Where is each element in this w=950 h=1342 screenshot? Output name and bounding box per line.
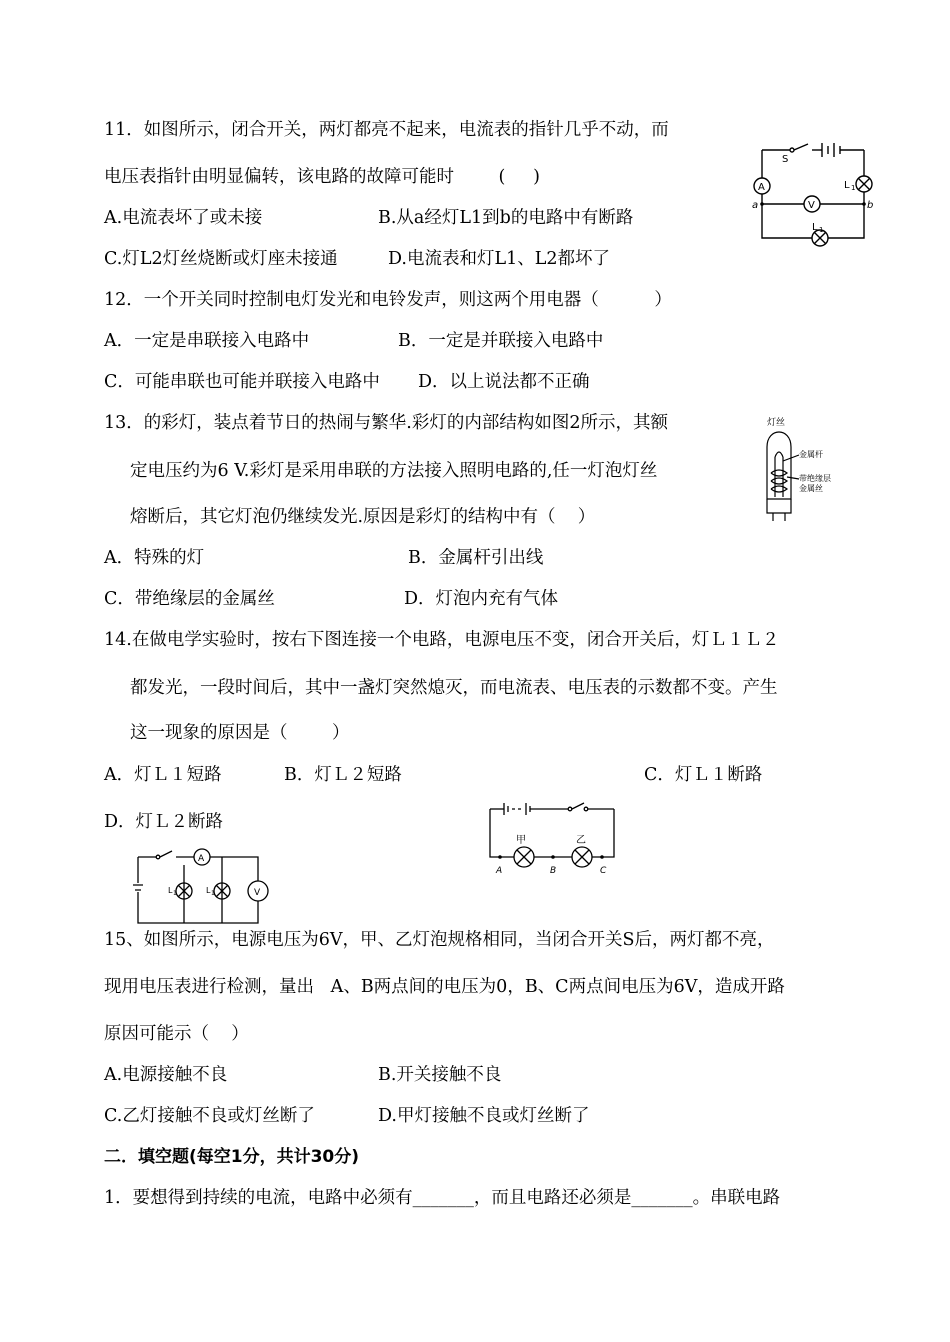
q13-stem-line3: 熔断后，其它灯泡仍继续发光.原因是彩灯的结构中有（ ） xyxy=(130,507,596,527)
q15-stem-line1: 15、如图所示，电源电压为6V，甲、乙灯泡规格相同，当闭合开关S后，两灯都不亮， xyxy=(104,930,775,950)
q11-stem-line1: 11．如图所示，闭合开关，两灯都亮不起来，电流表的指针几乎不动，而 xyxy=(104,120,669,140)
q13-fig-insulation-label-1: 带绝缘层 xyxy=(799,474,831,483)
q14-circuit-figure xyxy=(132,847,272,927)
q13-stem-line2: 定电压约为6 V.彩灯是采用串联的方法接入照明电路的,任一灯泡灯丝 xyxy=(130,461,658,481)
section2-title: 二．填空题(每空1分，共计30分) xyxy=(104,1147,360,1167)
q14-fig-ammeter-label: A xyxy=(198,854,205,864)
q13-option-b: B．金属杆引出线 xyxy=(408,548,544,568)
q11-option-c: C.灯L2灯丝烧断或灯座未接通 xyxy=(104,249,338,269)
q14-option-c: C．灯Ｌ１断路 xyxy=(644,765,763,785)
q14-fig-l1-label: L xyxy=(168,886,173,895)
q11-fig-switch-label: S xyxy=(782,154,789,165)
q11-fig-l2-label: L xyxy=(812,222,818,233)
q14-fig-l2-label: L xyxy=(206,886,211,895)
q11-fig-ammeter-label: A xyxy=(758,182,765,193)
q14-stem-line2: 都发光，一段时间后，其中一盏灯突然熄灭，而电流表、电压表的示数都不变。产生 xyxy=(130,678,778,698)
q15-fig-point-a: A xyxy=(496,866,503,876)
q13-fig-filament-label: 灯丝 xyxy=(767,418,786,428)
q11-fig-voltmeter-label: V xyxy=(808,200,815,211)
q11-fig-point-a: a xyxy=(752,200,759,211)
q15-stem-line2: 现用电压表进行检测，量出 A、B两点间的电压为0，B、C两点间电压为6V，造成开路 xyxy=(104,977,785,997)
q14-stem-line1: 14.在做电学实验时，按右下图连接一个电路，电源电压不变，闭合开关后，灯Ｌ１Ｌ２ xyxy=(104,630,780,650)
q15-fig-point-c: C xyxy=(600,866,607,876)
q15-option-a: A.电源接触不良 xyxy=(104,1065,228,1085)
q13-option-d: D．灯泡内充有气体 xyxy=(404,589,559,609)
q11-option-a: A.电流表坏了或未接 xyxy=(104,208,263,228)
q12-option-c: C．可能串联也可能并联接入电路中 xyxy=(104,372,380,392)
q13-bulb-figure xyxy=(755,417,835,522)
q15-option-b: B.开关接触不良 xyxy=(378,1065,502,1085)
q13-stem-line1: 13．的彩灯，装点着节日的热闹与繁华.彩灯的内部结构如图2所示，其额 xyxy=(104,413,668,433)
q15-circuit-figure xyxy=(488,797,618,877)
q14-option-d: D．灯Ｌ２断路 xyxy=(104,812,224,832)
q13-fig-rod-label: 金属杆 xyxy=(799,450,823,459)
q12-option-d: D．以上说法都不正确 xyxy=(418,372,590,392)
q11-fig-l2-sub: 1 xyxy=(819,226,824,234)
q14-fig-l1-sub: 1 xyxy=(173,890,177,897)
q13-fig-insulation-label-2: 金属丝 xyxy=(799,484,823,493)
q15-option-c: C.乙灯接触不良或灯丝断了 xyxy=(104,1106,315,1126)
q14-fig-l2-sub: 1 xyxy=(211,890,215,897)
q12-option-a: A．一定是串联接入电路中 xyxy=(104,331,310,351)
q11-option-b: B.从a经灯L1到b的电路中有断路 xyxy=(378,208,634,228)
q15-fig-lamp-yi-label: 乙 xyxy=(576,835,586,846)
q14-option-b: B．灯Ｌ２短路 xyxy=(284,765,402,785)
q11-fig-l1-label: L xyxy=(844,180,850,191)
q14-option-a: A．灯Ｌ１短路 xyxy=(104,765,222,785)
q13-option-a: A．特殊的灯 xyxy=(104,548,205,568)
q11-fig-l1-sub: 1 xyxy=(851,184,856,192)
q11-stem-line2: 电压表指针由明显偏转，该电路的故障可能时 ( ) xyxy=(104,167,540,187)
q14-stem-line3: 这一现象的原因是（ ） xyxy=(130,723,350,743)
q15-stem-line3: 原因可能示（ ） xyxy=(104,1024,249,1044)
q12-option-b: B．一定是并联接入电路中 xyxy=(398,331,604,351)
q15-option-d: D.甲灯接触不良或灯丝断了 xyxy=(378,1106,590,1126)
q11-fig-point-b: b xyxy=(867,200,874,211)
q15-fig-lamp-jia-label: 甲 xyxy=(516,835,526,846)
q15-fig-point-b: B xyxy=(550,866,557,876)
section2-q1: 1．要想得到持续的电流，电路中必须有_______，而且电路还必须是_______。串联电路 xyxy=(104,1188,781,1208)
q14-fig-voltmeter-label: V xyxy=(254,888,261,898)
q13-option-c: C．带绝缘层的金属丝 xyxy=(104,589,275,609)
q11-circuit-figure xyxy=(752,138,872,248)
q12-stem: 12．一个开关同时控制电灯发光和电铃发声，则这两个用电器（ ） xyxy=(104,290,672,310)
q11-option-d: D.电流表和灯L1、L2都坏了 xyxy=(388,249,610,269)
